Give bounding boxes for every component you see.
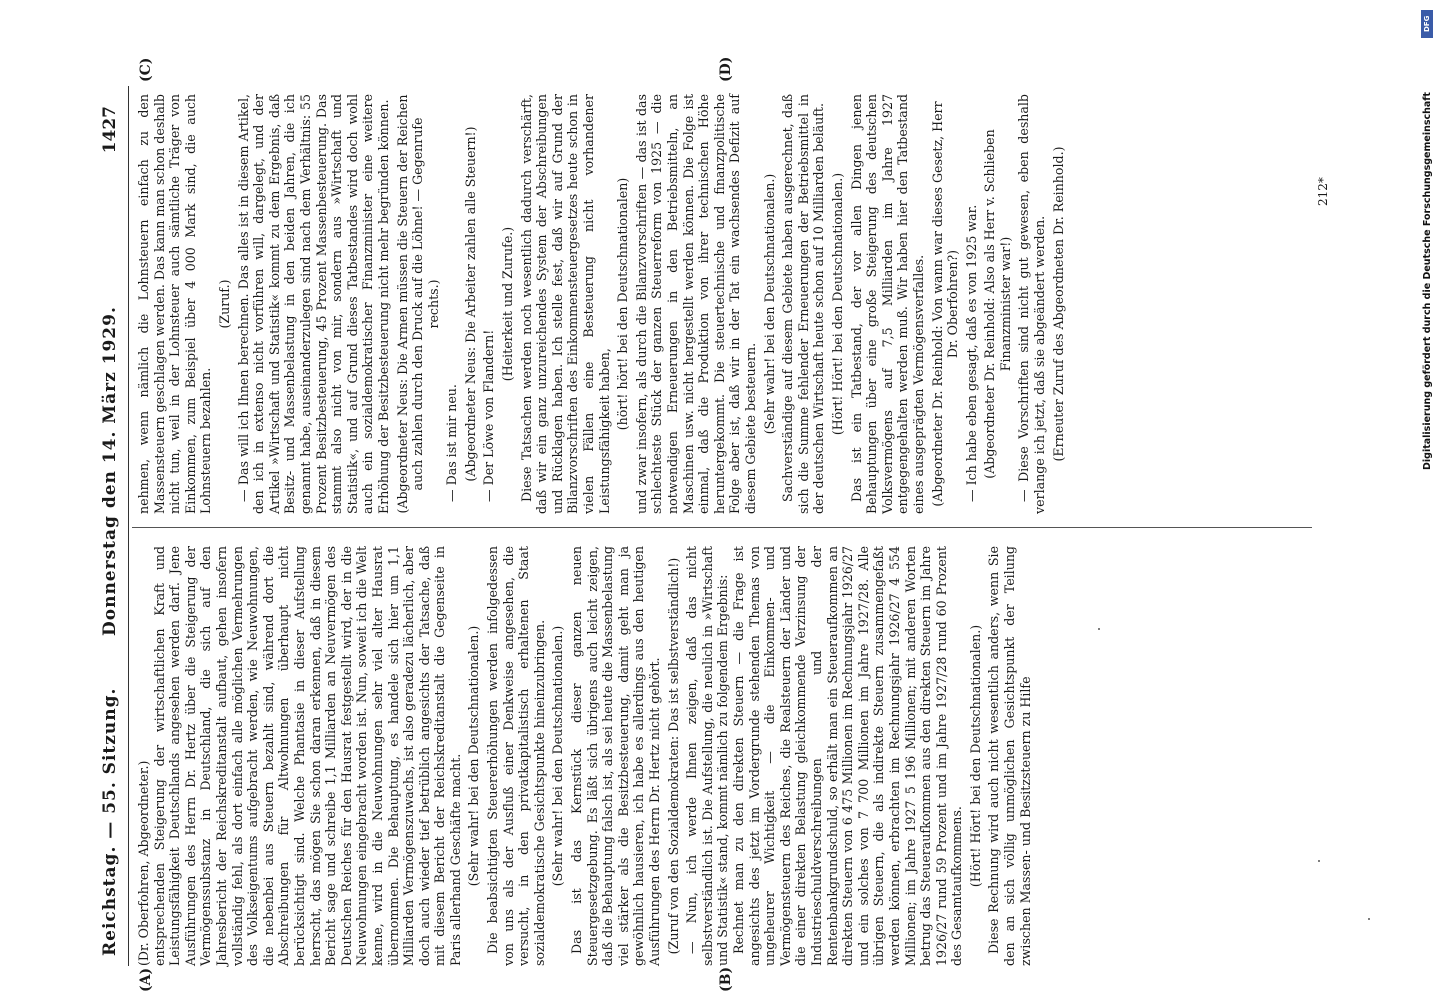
paragraph: — Diese Vorschriften sind nicht gut gewesen, eben deshalb verlange ich jetzt, daß sie abgeändert werden. — [1016, 94, 1048, 514]
interjection: (Sehr wahr! bei den Deutschnationalen.) — [761, 173, 777, 435]
paragraph: Diese Rechnung wird auch nicht wesentlich anders, wenn Sie den an sich völlig unmöglichen Gesichtspunkt der Teilung zwischen Massen- und Besitzsteuern zu Hilfe — [986, 546, 1033, 966]
paragraph: — Das ist mir neu. — [444, 384, 460, 502]
interjection: (Hört! Hört! bei den Deutschnationalen.) — [829, 172, 845, 436]
paragraph: — Der Löwe von Flandern! — [481, 329, 497, 502]
header-rule — [128, 86, 129, 966]
interjection: (Abgeordneter Dr. Reinhold: Von wann war dieses Gesetz, Herr Dr. Oberfohren?) — [929, 101, 961, 507]
scan-speck — [1318, 860, 1320, 862]
signature-mark: 212* — [1316, 177, 1330, 206]
margin-mark-a: (A) — [138, 967, 154, 992]
paragraph: entsprechenden Steigerung der wirtschaftlichen Kraft und Leistungsfähigkeit Deutschlands angesehen werden darf. Jene Ausführungen des Herrn Dr. Hertz über die Steigerung der Vermögenssubstanz in Deutschland, die sich auf den Jahresbericht der Reichskreditanstalt aufbaut, gehen insofern vollständig fehl, als dort einfach alle möglichen Vermehrungen des Volkseigentums aufgebracht werden, wie Neuwohnungen, die nebenbei aus Steuern bezahlt sind, während dort die Abschreibungen für Altwohnungen überhaupt nicht berücksichtigt sind. Welche Phantasie in dieser Aufstellung herrscht, das mögen Sie schon daran erkennen, daß in diesem Bericht sage und schreibe 1,1 Milliarden an Neuvermögen des Deutschen Reiches für den Hausrat festgestellt wird, der in die Neuwohnungen eingebracht worden ist. Nun, soweit ich die Welt kenne, wird in die Neuwohnungen sehr viel alter Hausrat übernommen. Die Behauptung, es handele sich hier um 1,1 Milliarden Vermögenszuwachs, ist also geradezu lächerlich, aber doch auch wieder tief betrüblich angesichts der Tatsache, daß mit diesem Bericht der Reichskreditanstalt die Gegenseite in Paris allerhand Geschäfte macht. — [151, 546, 463, 966]
margin-mark-c: (C) — [138, 57, 154, 82]
paragraph: Das ist ein Tatbestand, der vor allen Dingen jenen Behauptungen über eine große Steigerung des deutschen Volksvermögens auf 7,5 Milliarden im Jahre 1927 entgegengehalten werden muß. Wir haben hier den Tatbestand eines ausgeprägten Vermögensverfalles. — [848, 94, 926, 514]
paragraph: Diese Tatsachen werden noch wesentlich dadurch verschärft, daß wir ein ganz unzureichendes System der Abschreibungen und Rücklagen haben. Ich stelle fest, daß wir auf Grund der Bilanzvorschriften des Einkommensteuergesetzes heute schon in vielen Fällen eine Besteuerung nicht vorhandener Leistungsfähigkeit haben, — [518, 94, 612, 514]
scanned-page — [98, 56, 1338, 992]
paragraph: und zwar insofern, als durch die Bilanzvorschriften — das ist das schlechteste Stück der ganzen Steuerreform von 1925 — die notwendigen Erneuerungen in den Betriebsmitteln, an Maschinen usw. nicht hergestellt werden können. Die Folge ist einmal, daß die Produktion von ihrer technischen Höhe heruntergekommt. Die steuertechnische und finanzpolitische Folge aber ist, daß wir in der Tat ein wachsendes Defizit auf diesem Gebiete besteuern. — [633, 94, 758, 514]
text-column-left — [136, 546, 1033, 966]
interjection: (Sehr wahr! bei den Deutschnationalen.) — [466, 625, 482, 887]
interjection: (Zuruf von den Sozialdemokraten: Das ist selbstverständlich!) — [665, 557, 681, 955]
paragraph: Die beabsichtigten Steuererhöhungen werden infolgedessen von uns als der Ausfluß einer Denkweise angesehen, die versucht, in den privatkapitalistisch erhaltenen Staat sozialdemokratische Gesichtspunkte hineinzubringen. — [485, 546, 547, 966]
paragraph: Das ist das Kernstück dieser ganzen neuen Steuergesetzgebung. Es läßt sich übrigens auch leicht zeigen, daß die Behauptung falsch ist, als sei heute die Massenbelastung viel stärker als die Besitzbesteuerung, damit geht man ja gewöhnlich hausieren, ich habe es allerdings aus den heutigen Ausführungen des Herrn Dr. Hertz nicht gehört. — [569, 546, 662, 966]
column-divider — [132, 527, 1312, 528]
paragraph: — Das will ich Ihnen berechnen. Das alles ist in diesem Artikel, den ich in extenso nicht vorführen will, dargelegt, und der Artikel »Wirtschaft und Statistik« kommt zu dem Ergebnis, daß Besitz- und Massenbelastung in den beiden Jahren, die ich genannt habe, auseinanderzulegen sind nach dem Verhältnis: 55 Prozent Besitzbesteuerung, 45 Prozent Massenbesteuerung. Das stammt also nicht von mir, sondern aus »Wirtschaft und Statistik«, und auf Grund dieses Tatbestandes wird doch wohl auch ein sozialdemokratischer Finanzminister eine weitere Erhöhung der Besitzbesteuerung nicht mehr begründen können. — [235, 94, 391, 514]
interjection: (Abgeordneter Neus: Die Armen müssen die Steuern der Reichen auch zahlen durch den Druck auf die Löhne! — Gegenrufe rechts.) — [394, 94, 441, 514]
paragraph: nehmen, wenn nämlich die Lohnsteuern einfach zu den Massensteuern geschlagen werden. Das kann man schon deshalb nicht tun, weil in der Lohnsteuer auch sämtliche Träger von Einkommen, zum Beispiel über 4 000 Mark sind, die auch Lohnsteuern bezahlen. — [136, 94, 214, 514]
dfg-logo: DFG — [1421, 10, 1433, 38]
interjection: (Hört! Hört! bei den Deutschnationalen.) — [967, 624, 983, 888]
funding-notice: Digitalisierung gefördert durch die Deutsche Forschungsgemeinschaft — [1422, 92, 1433, 470]
paragraph: Rechnet man zu den direkten Steuern — die Frage ist angesichts des jetzt im Vordergrunde stehenden Themas von ungeheurer Wichtigkeit — die Einkommen- und Vermögensteuern des Reiches, die Realsteuern der Länder und die einer direkten Belastung gleichkommende Verzinsung der Industrieschuldverschreibungen und der Rentenbankgrundschuld, so erhält man ein Steueraufkommen an direkten Steuern von 6 475 Millionen im Rechnungsjahr 1926/27 und ein solches von 7 700 Millionen im Jahre 1927/28. Alle übrigen Steuern, die als indirekte Steuern zusammengefaßt werden können, erbrachten im Rechnungsjahr 1926/27 4 554 Millionen; im Jahre 1927 5 196 Millionen; mit anderen Worten betrug das Steueraufkommen aus den direkten Steuern im Jahre 1926/27 rund 59 Prozent und im Jahre 1927/28 rund 60 Prozent des Gesamtaufkommens. — [730, 546, 965, 966]
scan-speck — [1098, 628, 1100, 630]
interjection: (Heiterkeit und Zurufe.) — [500, 226, 516, 382]
interjection: (Abgeordneter Neus: Die Arbeiter zahlen alle Steuern!) — [462, 126, 478, 482]
paragraph: — Nun, ich werde Ihnen zeigen, daß das nicht selbstverständlich ist. Die Aufstellung, die neulich in »Wirtschaft und Statistik« stand, kommt nämlich zu folgendem Ergebnis: — [684, 546, 731, 966]
interjection: (Abgeordneter Dr. Reinhold: Also als Herr v. Schlieben Finanzminister war!) — [982, 129, 1013, 479]
interjection: (Erneuter Zuruf des Abgeordneten Dr. Reinhold.) — [1050, 146, 1066, 462]
margin-mark-b: (B) — [718, 966, 734, 992]
paragraph: Sachverständige auf diesem Gebiete haben ausgerechnet, daß sich die Summe fehlender Erneuerungen der Betriebsmittel in der deutschen Wirtschaft heute schon auf 10 Milliarden beläuft. — [780, 94, 827, 514]
interjection: (Zuruf.) — [216, 279, 232, 329]
interjection: (Sehr wahr! bei den Deutschnationalen.) — [550, 625, 566, 887]
page-number: 1427 — [100, 106, 120, 154]
text-column-right — [136, 94, 1069, 514]
paragraph: — Ich habe eben gesagt, daß es von 1925 war. — [963, 204, 979, 502]
margin-mark-d: (D) — [718, 56, 734, 82]
header-left: Reichstag. — 55. Sitzung. — [100, 687, 120, 956]
interjection: (hört! hört! bei den Deutschnationalen) — [615, 177, 631, 431]
scan-speck — [1368, 918, 1370, 920]
page-header — [98, 86, 132, 966]
header-date: Donnerstag den 14. März 1929. — [100, 306, 120, 636]
paragraph: (Dr. Oberfohren, Abgeordneter.) — [136, 760, 151, 966]
